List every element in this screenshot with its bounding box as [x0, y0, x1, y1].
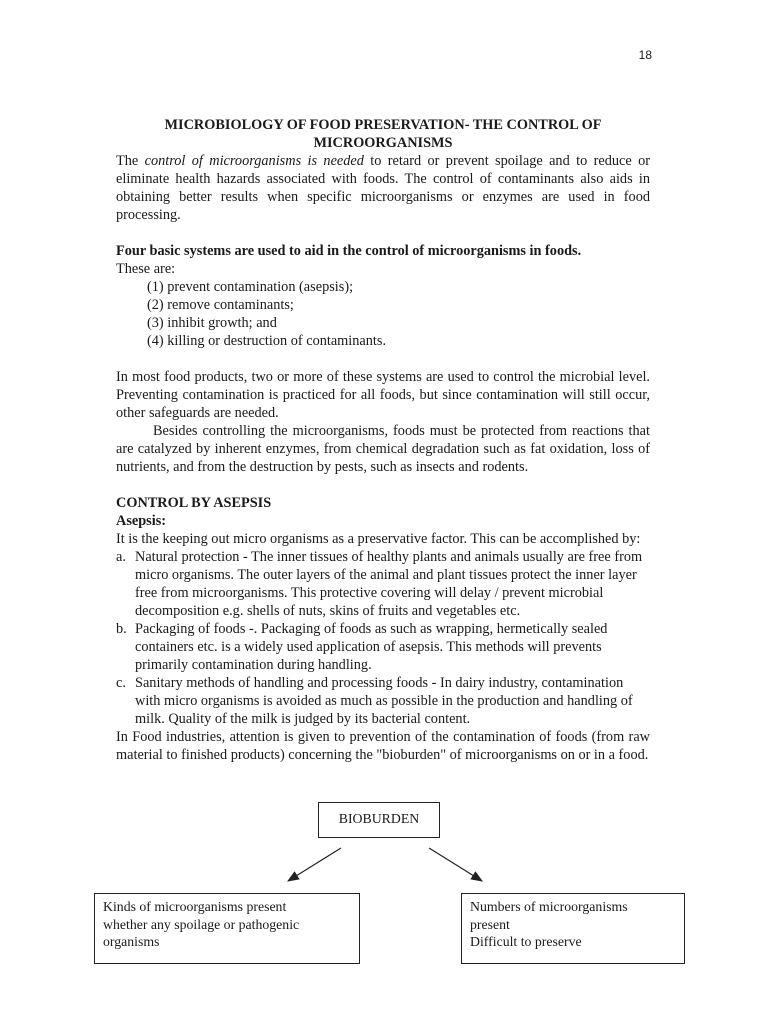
system-item: (1) prevent contamination (asepsis); [147, 279, 354, 295]
item-text: Sanitary methods of handling and processing foods - In dairy industry, contamination with micro organisms is avoided as much as possible in the production and handling of milk. Quality of the milk is judged by its bacterial content. [135, 675, 633, 727]
item-text: Packaging of foods -. Packaging of foods as such as wrapping, hermetically sealed containers etc. is a widely used application of asepsis. This methods will prevents primarily contamination during handling. [135, 621, 608, 673]
paragraph-besides: Besides controlling the microorganisms, foods must be protected from reactions that are catalyzed by inherent enzymes, from chemical degradation such as fat oxidation, loss of nutrients, and from the destruction by pests, such as insects and rodents. [116, 423, 650, 475]
item-marker: c. [116, 675, 126, 691]
page-number: 18 [638, 48, 652, 62]
item-marker: a. [116, 549, 126, 565]
intro-emphasis: control of microorganisms is needed [144, 153, 364, 169]
kinds-line: whether any spoilage or pathogenic [103, 916, 300, 932]
these-are: These are: [116, 261, 176, 277]
numbers-line: Numbers of microorganisms [470, 899, 628, 914]
bioburden-box: BIOBURDEN [318, 802, 440, 838]
numbers-box [461, 893, 685, 964]
kinds-line: Kinds of microorganisms present [103, 899, 287, 914]
arrow-right [429, 848, 482, 881]
asepsis-label: Asepsis: [116, 513, 167, 529]
system-item: (2) remove contaminants; [147, 297, 294, 313]
paragraph-food-industries: In Food industries, attention is given to prevention of the contamination of foods (from raw material to finished products) concerning the "bioburden" of microorganisms on or in a food. [116, 729, 650, 763]
title-line-1: MICROBIOLOGY OF FOOD PRESERVATION- THE CONTROL OF [164, 117, 602, 133]
systems-heading: Four basic systems are used to aid in the control of microorganisms in foods. [116, 243, 582, 259]
item-text: Natural protection - The inner tissues of healthy plants and animals usually are free from micro organisms. The outer layers of the animal and plant tissues protect the inner layer free from microorganisms. This protective covering will delay / prevent microbial decomposition e.g. shells of nuts, skins of fruits and vegetables etc. [135, 549, 643, 619]
kinds-line: organisms [103, 934, 160, 949]
numbers-line: present [470, 916, 510, 932]
asepsis-definition: It is the keeping out micro organisms as a preservative factor. This can be accomplished by: [116, 531, 641, 547]
system-item: (3) inhibit growth; and [147, 315, 277, 331]
arrow-left [288, 848, 341, 881]
intro-paragraph: The control of microorganisms is needed to retard or prevent spoilage and to reduce or eliminate health hazards associated with foods. The control of contaminants also aids in obtaining better results when specific microorganisms or enzymes are used in food processing. [116, 153, 650, 223]
numbers-line: Difficult to preserve [470, 934, 582, 949]
paragraph-most-foods: In most food products, two or more of these systems are used to control the microbial level. Preventing contamination is practiced for all foods, but since contamination will still occur, other safeguards are needed. [116, 369, 650, 421]
item-marker: b. [116, 621, 127, 637]
kinds-box [94, 893, 360, 964]
section-heading: CONTROL BY ASEPSIS [116, 495, 272, 511]
system-item: (4) killing or destruction of contaminants. [147, 333, 387, 349]
title-line-2: MICROORGANISMS [313, 135, 453, 151]
